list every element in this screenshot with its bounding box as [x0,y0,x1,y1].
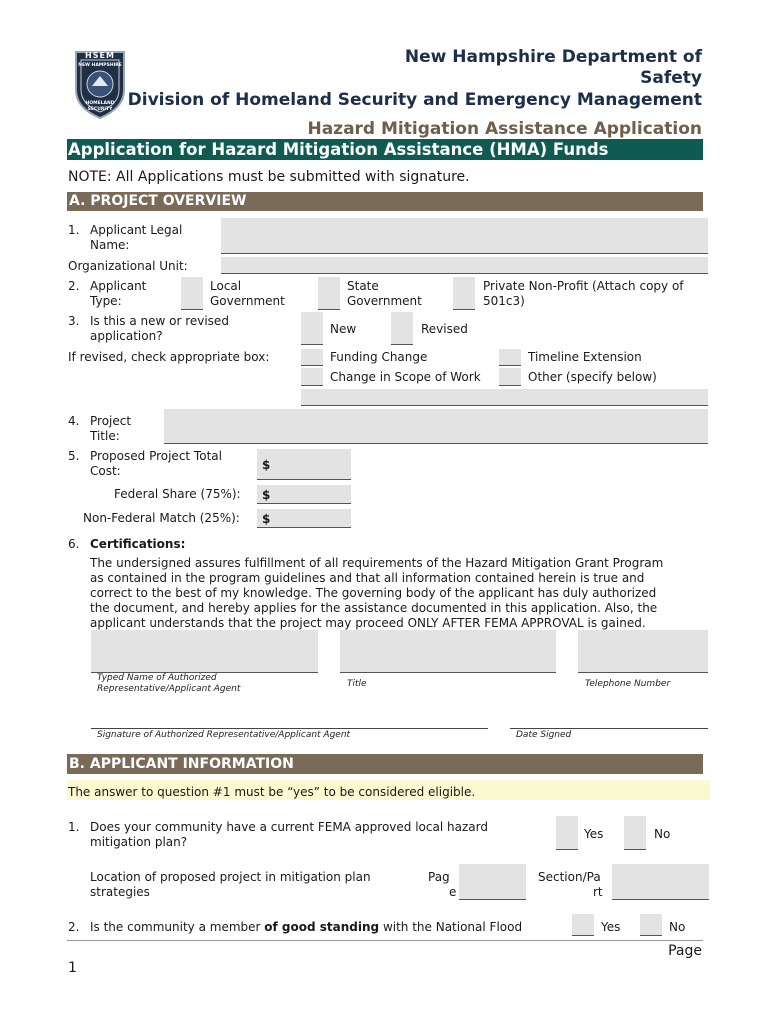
typed-name-caption-2: Representative/Applicant Agent [97,684,241,694]
plan-no-checkbox[interactable] [624,816,646,850]
cert-line-3: correct to the best of my knowledge. The governing body of the applicant has duly authorized [90,586,657,600]
total-cost-field[interactable] [257,449,351,480]
section-a-heading: A. PROJECT OVERVIEW [67,192,703,211]
type-pnp-label-2: 501c3) [483,294,525,308]
plan-page-field[interactable] [459,864,526,900]
cert-line-2: as contained in the program guidelines and that all information contained herein is true and [90,571,645,585]
form-title: Application for Hazard Mitigation Assistance (HMA) Funds [68,140,609,159]
plan-yes-checkbox[interactable] [556,816,578,850]
b-q1-label-1: Does your community have a current FEMA approved local hazard [90,820,488,834]
plan-yes-label: Yes [584,827,604,841]
scope-change-label: Change in Scope of Work [330,370,481,384]
q1-number: 1. [68,223,80,237]
b-q1-number: 1. [68,820,80,834]
revised-checkbox[interactable] [391,312,413,345]
eligibility-note: The answer to question #1 must be “yes” to be considered eligible. [68,785,476,799]
b-q2-text-bold: of good standing [264,920,380,934]
page-number: 1 [68,960,77,976]
total-cost-currency: $ [262,458,271,472]
org-unit-label: Organizational Unit: [68,259,188,273]
telephone-caption: Telephone Number [585,679,671,689]
plan-no-label: No [654,827,671,841]
section-part-label-1: Section/Pa [538,870,601,884]
seal-line-1: NEW HAMPSHIRE [78,63,122,68]
submission-note: NOTE: All Applications must be submitted with signature. [68,169,470,185]
q3-label-2: application? [90,329,163,343]
nonfederal-match-field[interactable] [257,509,351,528]
nfip-no-label: No [669,920,686,934]
title-field[interactable] [340,630,556,673]
q2-number: 2. [68,279,80,293]
telephone-field[interactable] [578,630,708,673]
federal-share-currency: $ [262,488,271,502]
b-q2-label [90,920,522,935]
nfip-yes-label: Yes [601,920,621,934]
page-word: Page [668,943,702,959]
q6-number: 6. [68,537,80,551]
q4-label-2: Title: [90,429,120,443]
funding-change-label: Funding Change [330,350,428,364]
applicant-legal-name-field[interactable] [221,218,708,254]
nfip-yes-checkbox[interactable] [572,914,594,936]
org-unit-field[interactable] [221,257,708,274]
q3-number: 3. [68,314,80,328]
seal-text: HSEM [85,51,115,60]
form-subtitle: Hazard Mitigation Assistance Application [307,119,702,139]
q1-label-1: Applicant Legal [90,223,183,237]
title-caption: Title [347,679,367,689]
timeline-extension-checkbox[interactable] [499,349,521,366]
other-label: Other (specify below) [528,370,657,384]
section-part-label-2: rt [593,885,603,899]
q4-label-1: Project [90,414,132,428]
cert-line-5: applicant understands that the project may proceed ONLY AFTER FEMA APPROVAL is gained. [90,616,646,630]
federal-share-label: Federal Share (75%): [114,487,241,501]
q6-title: Certifications: [90,537,186,551]
page-label-1: Pag [428,870,450,884]
type-state-checkbox[interactable] [318,277,340,310]
type-pnp-label-1: Private Non-Profit (Attach copy of [483,279,684,293]
b-q2-text-pre: Is the community a member [90,920,265,934]
if-revised-label: If revised, check appropriate box: [68,350,270,364]
q1-label-2: Name: [90,238,130,252]
signature-line[interactable] [91,728,488,729]
q2-label-1: Applicant [90,279,147,293]
federal-share-field[interactable] [257,485,351,504]
type-local-label-1: Local [210,279,242,293]
cert-line-1: The undersigned assures fulfillment of all requirements of the Hazard Mitigation Grant Program [90,556,664,570]
dept-name-line1: New Hampshire Department of [404,47,702,67]
location-label-2: strategies [90,885,150,899]
seal-line-3: SECURITY [87,107,113,112]
type-local-label-2: Government [210,294,285,308]
q3-label-1: Is this a new or revised [90,314,229,328]
page-label-2: e [449,885,457,899]
project-title-field[interactable] [164,409,708,444]
q5-number: 5. [68,449,80,463]
date-signed-caption: Date Signed [516,730,572,740]
type-local-checkbox[interactable] [181,277,203,310]
signature-caption: Signature of Authorized Representative/Applicant Agent [97,730,351,740]
q5-label-1: Proposed Project Total [90,449,222,463]
other-checkbox[interactable] [499,368,521,386]
division-name-text: Division of Homeland Security and Emergency Management [128,90,702,110]
type-state-label-1: State [347,279,379,293]
new-checkbox[interactable] [301,312,323,345]
b-q1-label-2: mitigation plan? [90,835,188,849]
dept-name-line2: Safety [640,68,702,88]
typed-name-caption-1: Typed Name of Authorized [97,673,217,683]
plan-section-field[interactable] [612,864,709,900]
section-b-heading: B. APPLICANT INFORMATION [67,754,703,774]
other-specify-field[interactable] [301,389,708,406]
nfip-no-checkbox[interactable] [640,914,662,936]
nonfederal-match-currency: $ [262,512,271,526]
type-pnp-checkbox[interactable] [453,277,475,310]
new-label: New [330,322,357,336]
b-q2-text-post: with the National Flood [379,920,523,934]
revised-label: Revised [421,322,468,336]
footer-rule [67,940,703,941]
nonfederal-match-label: Non-Federal Match (25%): [83,511,240,525]
hsem-seal [72,46,128,120]
timeline-extension-label: Timeline Extension [528,350,642,364]
seal-line-2: HOMELAND [85,101,115,106]
type-state-label-2: Government [347,294,422,308]
funding-change-checkbox[interactable] [301,349,323,366]
cert-line-4: the document, and hereby applies for the assistance documented in this application. Also, the [90,601,658,615]
typed-name-field[interactable] [91,630,318,673]
division-name [128,90,702,112]
q2-label-2: Type: [90,294,122,308]
date-signed-line[interactable] [510,728,708,729]
scope-change-checkbox[interactable] [301,368,323,386]
location-label-1: Location of proposed project in mitigation plan [90,870,371,884]
q5-label-2: Cost: [90,464,121,478]
q4-number: 4. [68,414,80,428]
b-q2-number: 2. [68,920,80,934]
